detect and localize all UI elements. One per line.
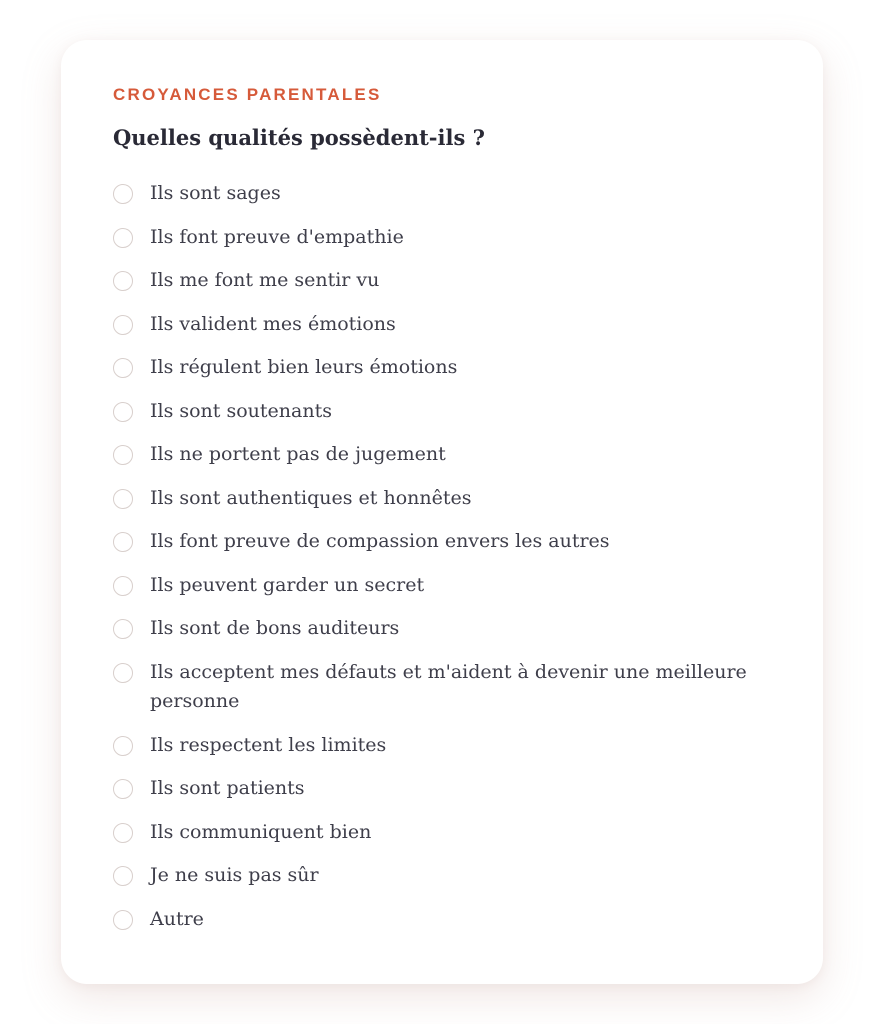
option-label: Ils régulent bien leurs émotions: [150, 356, 458, 378]
radio-button[interactable]: [113, 402, 133, 422]
option-item[interactable]: [113, 564, 771, 608]
option-item[interactable]: [113, 216, 771, 260]
options-list: [113, 172, 771, 941]
option-label: Ils sont patients: [150, 777, 305, 799]
radio-button[interactable]: [113, 184, 133, 204]
option-label: Ils acceptent mes défauts et m'aident à devenir une meilleure personne: [150, 660, 747, 712]
radio-button[interactable]: [113, 576, 133, 596]
option-label: Autre: [150, 907, 204, 930]
option-item[interactable]: [113, 303, 771, 347]
question-title: Quelles qualités possèdent-ils ?: [113, 125, 485, 150]
option-label: Je ne suis pas sûr: [150, 864, 319, 886]
option-label: Ils sont soutenants: [150, 399, 332, 422]
option-item[interactable]: [113, 520, 771, 564]
option-item[interactable]: [113, 390, 771, 434]
radio-button[interactable]: [113, 315, 133, 335]
option-label: Ils communiquent bien: [150, 820, 372, 843]
radio-button[interactable]: [113, 489, 133, 509]
option-item[interactable]: [113, 172, 771, 216]
radio-button[interactable]: [113, 910, 133, 930]
option-item[interactable]: [113, 346, 771, 390]
option-item[interactable]: [113, 898, 771, 942]
option-label: Ils sont sages: [150, 182, 281, 204]
radio-button[interactable]: [113, 271, 133, 291]
option-item[interactable]: [113, 854, 771, 898]
radio-button[interactable]: [113, 445, 133, 465]
option-item[interactable]: [113, 607, 771, 651]
option-label: Ils font preuve d'empathie: [150, 225, 404, 248]
option-label: Ils sont de bons auditeurs: [150, 617, 400, 639]
radio-button[interactable]: [113, 228, 133, 248]
radio-button[interactable]: [113, 779, 133, 799]
option-item[interactable]: [113, 724, 771, 768]
option-label: Ils me font me sentir vu: [150, 269, 380, 291]
section-eyebrow: CROYANCES PARENTALES: [113, 85, 382, 104]
option-label: Ils ne portent pas de jugement: [150, 443, 446, 465]
radio-button[interactable]: [113, 619, 133, 639]
option-label: Ils font preuve de compassion envers les autres: [150, 530, 610, 552]
option-item[interactable]: [113, 811, 771, 855]
option-item[interactable]: [113, 477, 771, 521]
option-item[interactable]: [113, 259, 771, 303]
option-label: Ils peuvent garder un secret: [150, 573, 425, 596]
option-label: Ils respectent les limites: [150, 733, 387, 756]
option-label: Ils sont authentiques et honnêtes: [150, 486, 472, 509]
option-item[interactable]: [113, 433, 771, 477]
radio-button[interactable]: [113, 663, 133, 683]
radio-button[interactable]: [113, 866, 133, 886]
radio-button[interactable]: [113, 736, 133, 756]
radio-button[interactable]: [113, 823, 133, 843]
radio-button[interactable]: [113, 358, 133, 378]
option-label: Ils valident mes émotions: [150, 312, 396, 335]
option-item[interactable]: [113, 651, 771, 724]
option-item[interactable]: [113, 767, 771, 811]
question-card: [61, 40, 823, 984]
radio-button[interactable]: [113, 532, 133, 552]
